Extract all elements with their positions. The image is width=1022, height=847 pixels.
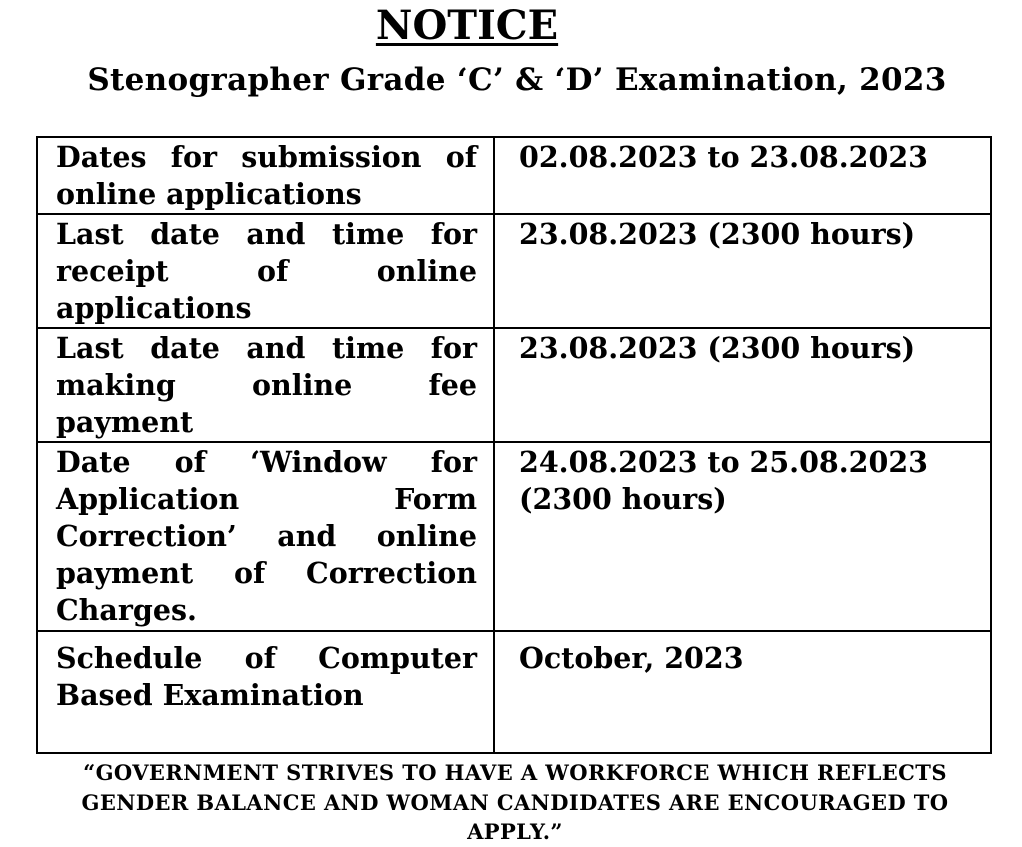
row-label: Dates for submission of online applications (37, 137, 494, 214)
table-row (37, 328, 991, 442)
notice-heading (0, 2, 934, 50)
gender-balance-statement: “GOVERNMENT STRIVES TO HAVE A WORKFORCE WHICH REFLECTS GENDER BALANCE AND WOMAN CANDIDATES ARE ENCOURAGED TO APPLY.” (81, 760, 949, 844)
row-value: October, 2023 (494, 631, 991, 753)
row-value: 02.08.2023 to 23.08.2023 (494, 137, 991, 214)
row-value: 23.08.2023 (2300 hours) (494, 328, 991, 442)
row-label: Date of ‘Window for Application Form Correction’ and online payment of Correction Charges. (37, 442, 494, 631)
row-value: 24.08.2023 to 25.08.2023 (2300 hours) (494, 442, 991, 631)
table-row (37, 442, 991, 631)
row-label: Last date and time for making online fee payment (37, 328, 494, 442)
notice-title: NOTICE (375, 2, 559, 49)
schedule-table (36, 136, 992, 754)
table-row (37, 631, 991, 753)
table-row (37, 137, 991, 214)
row-label: Last date and time for receipt of online applications (37, 214, 494, 328)
row-label: Schedule of Computer Based Examination (37, 631, 494, 753)
exam-subtitle: Stenographer Grade ‘C’ & ‘D’ Examination, 2023 (87, 62, 947, 98)
row-value: 23.08.2023 (2300 hours) (494, 214, 991, 328)
table-row (37, 214, 991, 328)
